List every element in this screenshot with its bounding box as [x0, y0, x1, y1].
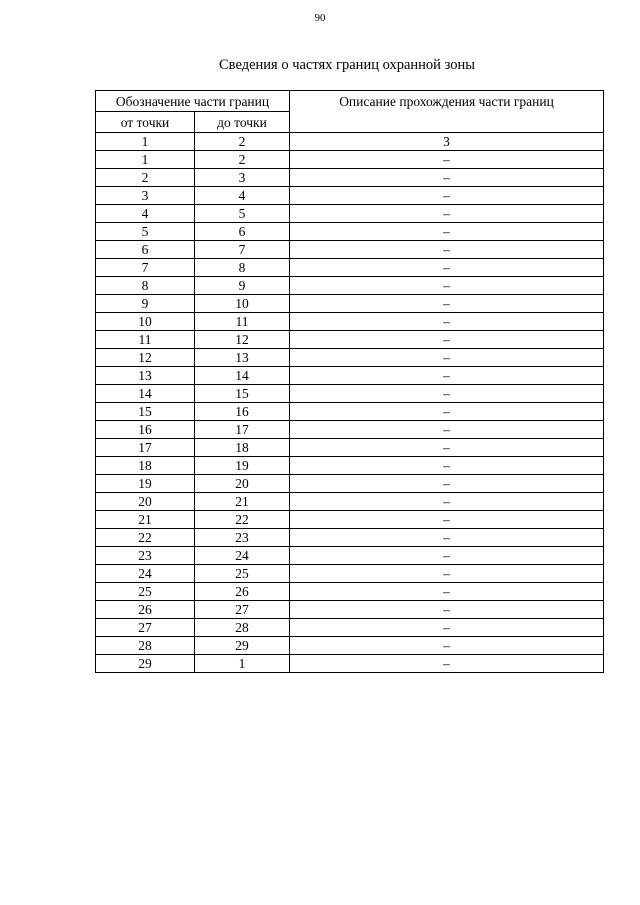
table-row	[96, 619, 604, 637]
description-cell: –	[290, 493, 604, 511]
from-point-cell: 6	[96, 241, 195, 259]
table-header-row	[96, 91, 604, 112]
to-point-cell: 2	[195, 151, 290, 169]
from-point-cell: 15	[96, 403, 195, 421]
description-cell: –	[290, 637, 604, 655]
description-cell: –	[290, 511, 604, 529]
header-boundary-designation: Обозначение части границ	[96, 91, 290, 112]
header-from-point: от точки	[96, 112, 195, 133]
from-point-cell: 17	[96, 439, 195, 457]
to-point-cell: 6	[195, 223, 290, 241]
description-cell: –	[290, 187, 604, 205]
description-cell: –	[290, 367, 604, 385]
page-number: 90	[314, 12, 326, 24]
description-cell: –	[290, 349, 604, 367]
to-point-cell: 25	[195, 565, 290, 583]
to-point-cell: 27	[195, 601, 290, 619]
description-cell: 3	[290, 133, 604, 151]
table-row	[96, 511, 604, 529]
table-row	[96, 259, 604, 277]
table-row	[96, 637, 604, 655]
description-cell: –	[290, 655, 604, 673]
table-row	[96, 187, 604, 205]
from-point-cell: 29	[96, 655, 195, 673]
description-cell: –	[290, 223, 604, 241]
to-point-cell: 8	[195, 259, 290, 277]
description-cell: –	[290, 583, 604, 601]
from-point-cell: 1	[96, 151, 195, 169]
table-row	[96, 133, 604, 151]
description-cell: –	[290, 241, 604, 259]
from-point-cell: 23	[96, 547, 195, 565]
description-cell: –	[290, 331, 604, 349]
table-row	[96, 349, 604, 367]
from-point-cell: 11	[96, 331, 195, 349]
description-cell: –	[290, 475, 604, 493]
table-row	[96, 241, 604, 259]
description-cell: –	[290, 205, 604, 223]
header-to-point: до точки	[195, 112, 290, 133]
from-point-cell: 22	[96, 529, 195, 547]
description-cell: –	[290, 565, 604, 583]
description-cell: –	[290, 151, 604, 169]
from-point-cell: 21	[96, 511, 195, 529]
from-point-cell: 20	[96, 493, 195, 511]
table-row	[96, 385, 604, 403]
to-point-cell: 2	[195, 133, 290, 151]
description-cell: –	[290, 169, 604, 187]
description-cell: –	[290, 403, 604, 421]
from-point-cell: 7	[96, 259, 195, 277]
table-row	[96, 205, 604, 223]
description-cell: –	[290, 457, 604, 475]
to-point-cell: 22	[195, 511, 290, 529]
table-row	[96, 421, 604, 439]
description-cell: –	[290, 385, 604, 403]
table-row	[96, 457, 604, 475]
from-point-cell: 3	[96, 187, 195, 205]
table-body	[96, 133, 604, 673]
description-cell: –	[290, 277, 604, 295]
table-row	[96, 565, 604, 583]
from-point-cell: 9	[96, 295, 195, 313]
description-cell: –	[290, 313, 604, 331]
table-row	[96, 529, 604, 547]
document-title: Сведения о частях границ охранной зоны	[219, 57, 475, 73]
from-point-cell: 8	[96, 277, 195, 295]
table-row	[96, 151, 604, 169]
table-row	[96, 367, 604, 385]
to-point-cell: 3	[195, 169, 290, 187]
to-point-cell: 14	[195, 367, 290, 385]
from-point-cell: 27	[96, 619, 195, 637]
table-row	[96, 583, 604, 601]
table-row	[96, 403, 604, 421]
table-row	[96, 295, 604, 313]
table-row	[96, 331, 604, 349]
to-point-cell: 13	[195, 349, 290, 367]
to-point-cell: 28	[195, 619, 290, 637]
header-description: Описание прохождения части границ	[290, 91, 604, 133]
to-point-cell: 23	[195, 529, 290, 547]
from-point-cell: 5	[96, 223, 195, 241]
from-point-cell: 24	[96, 565, 195, 583]
from-point-cell: 25	[96, 583, 195, 601]
from-point-cell: 28	[96, 637, 195, 655]
to-point-cell: 5	[195, 205, 290, 223]
to-point-cell: 29	[195, 637, 290, 655]
table-row	[96, 223, 604, 241]
to-point-cell: 9	[195, 277, 290, 295]
description-cell: –	[290, 547, 604, 565]
table-row	[96, 169, 604, 187]
to-point-cell: 26	[195, 583, 290, 601]
to-point-cell: 16	[195, 403, 290, 421]
from-point-cell: 16	[96, 421, 195, 439]
description-cell: –	[290, 421, 604, 439]
to-point-cell: 10	[195, 295, 290, 313]
table-row	[96, 439, 604, 457]
table-row	[96, 655, 604, 673]
to-point-cell: 20	[195, 475, 290, 493]
to-point-cell: 4	[195, 187, 290, 205]
from-point-cell: 26	[96, 601, 195, 619]
table-row	[96, 493, 604, 511]
table-row	[96, 277, 604, 295]
from-point-cell: 14	[96, 385, 195, 403]
boundary-parts-table	[95, 90, 604, 673]
to-point-cell: 21	[195, 493, 290, 511]
to-point-cell: 11	[195, 313, 290, 331]
from-point-cell: 12	[96, 349, 195, 367]
to-point-cell: 24	[195, 547, 290, 565]
from-point-cell: 2	[96, 169, 195, 187]
from-point-cell: 13	[96, 367, 195, 385]
description-cell: –	[290, 259, 604, 277]
table-row	[96, 475, 604, 493]
from-point-cell: 18	[96, 457, 195, 475]
description-cell: –	[290, 295, 604, 313]
table-header	[96, 91, 604, 133]
to-point-cell: 15	[195, 385, 290, 403]
from-point-cell: 19	[96, 475, 195, 493]
to-point-cell: 18	[195, 439, 290, 457]
description-cell: –	[290, 601, 604, 619]
to-point-cell: 12	[195, 331, 290, 349]
description-cell: –	[290, 439, 604, 457]
from-point-cell: 1	[96, 133, 195, 151]
table-row	[96, 313, 604, 331]
description-cell: –	[290, 529, 604, 547]
to-point-cell: 7	[195, 241, 290, 259]
from-point-cell: 4	[96, 205, 195, 223]
to-point-cell: 17	[195, 421, 290, 439]
from-point-cell: 10	[96, 313, 195, 331]
table-row	[96, 547, 604, 565]
description-cell: –	[290, 619, 604, 637]
table-row	[96, 601, 604, 619]
to-point-cell: 1	[195, 655, 290, 673]
to-point-cell: 19	[195, 457, 290, 475]
